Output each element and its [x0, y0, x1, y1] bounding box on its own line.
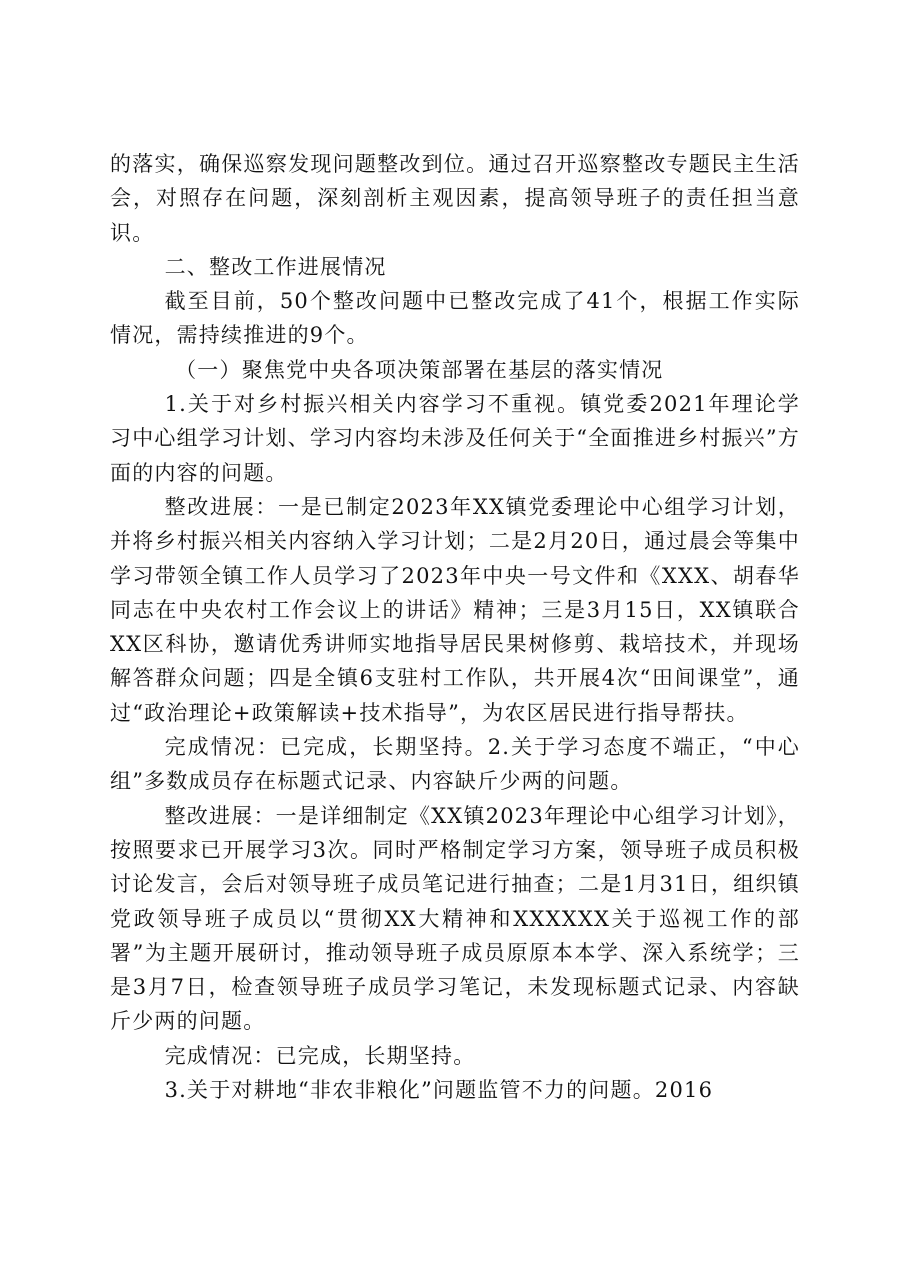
subsection-heading: （一）聚焦党中央各项决策部署在基层的落实情况 [175, 357, 664, 382]
section-heading: 二、整改工作进展情况 [164, 254, 387, 279]
paragraph-issue-2-status: 完成情况：已完成，长期坚持。 [164, 1043, 476, 1068]
paragraph-issue-3: 3.关于对耕地“非农非粮化”问题监管不力的问题。2016 [164, 1078, 714, 1103]
paragraph-progress-summary: 截至目前，50个整改问题中已整改完成了41个，根据工作实际情况，需持续推进的9个。 [110, 289, 800, 348]
paragraph-issue-1: 1.关于对乡村振兴相关内容学习不重视。镇党委2021年理论学习中心组学习计划、学习内容均未涉及任何关于“全面推进乡村振兴”方面的内容的问题。 [110, 392, 800, 485]
document-body [110, 147, 800, 1107]
paragraph-continuation: 的落实，确保巡察发现问题整改到位。通过召开巡察整改专题民主生活会，对照存在问题，深刻剖析主观因素，提高领导班子的责任担当意识。 [110, 152, 800, 245]
paragraph-issue-1-status: 完成情况：已完成，长期坚持。2.关于学习态度不端正，“中心组”多数成员存在标题式记录、内容缺斤少两的问题。 [110, 735, 800, 794]
paragraph-issue-1-progress: 整改进展：一是已制定2023年XX镇党委理论中心组学习计划，并将乡村振兴相关内容纳入学习计划；二是2月20日，通过晨会等集中学习带领全镇工作人员学习了2023年中央一号文件和《XXX、胡春华同志在中央农村工作会议上的讲话》精神；三是3月15日，XX镇联合XX区科协，邀请优秀讲师实地指导居民果树修剪、栽培技术，并现场解答群众问题；四是全镇6支驻村工作队，共开展4次“田间课堂”，通过“政治理论+政策解读+技术指导”，为农区居民进行指导帮扶。 [110, 494, 800, 725]
paragraph-issue-2-progress: 整改进展：一是详细制定《XX镇2023年理论中心组学习计划》，按照要求已开展学习3次。同时严格制定学习方案，领导班子成员积极讨论发言，会后对领导班子成员笔记进行抽查；二是1月31日，组织镇党政领导班子成员以“贯彻XX大精神和XXXXXX关于巡视工作的部署”为主题开展研讨，推动领导班子成员原原本本学、深入系统学；三是3月7日，检查领导班子成员学习笔记，未发现标题式记录、内容缺斤少两的问题。 [110, 803, 800, 1034]
